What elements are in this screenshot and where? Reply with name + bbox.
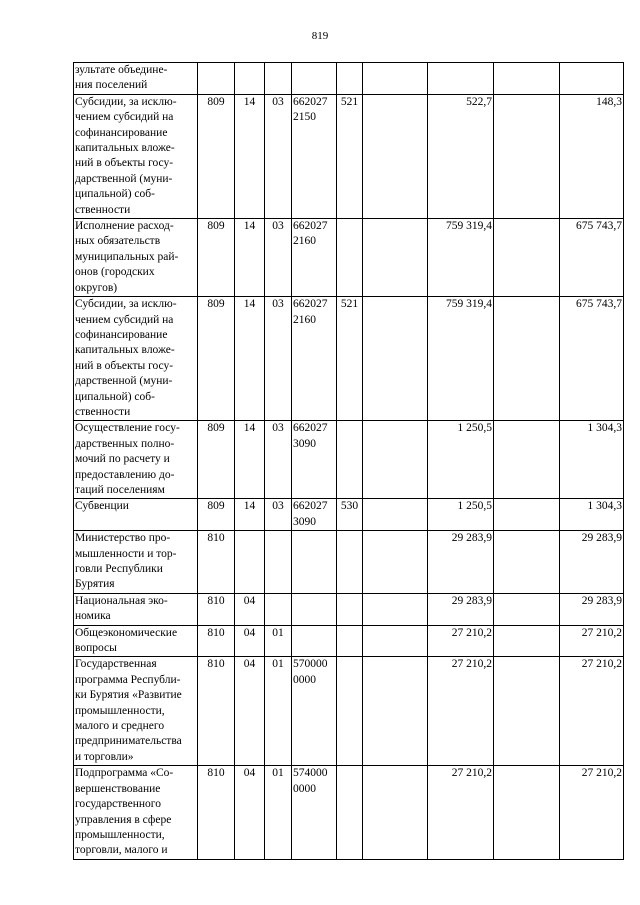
amount-year2-cell: 27 210,2 (560, 657, 624, 766)
empty-cell (363, 531, 428, 594)
amount-year1-cell (428, 63, 494, 95)
amount-year1-cell: 27 210,2 (428, 766, 494, 859)
table-row (74, 593, 624, 625)
empty-cell (363, 219, 428, 297)
section-code-cell: 14 (235, 297, 265, 421)
subsection-code-cell: 01 (265, 766, 292, 859)
ministry-code-cell: 810 (198, 766, 235, 859)
amount-year2-cell: 1 304,3 (560, 499, 624, 531)
target-article-cell: 570000 0000 (292, 657, 337, 766)
amount-year1-cell: 29 283,9 (428, 593, 494, 625)
row-name-cell: зультате объедине- ния поселений (74, 63, 198, 95)
row-name-cell: Исполнение расход- ных обязательств муниципальных рай- онов (городских округов) (74, 219, 198, 297)
target-article-cell: 662027 2160 (292, 219, 337, 297)
amount-year2-cell: 675 743,7 (560, 219, 624, 297)
table-row (74, 499, 624, 531)
target-article-cell (292, 625, 337, 657)
empty-cell (494, 297, 560, 421)
amount-year1-cell: 759 319,4 (428, 297, 494, 421)
table-row (74, 297, 624, 421)
ministry-code-cell: 810 (198, 625, 235, 657)
empty-cell (494, 421, 560, 499)
section-code-cell: 14 (235, 421, 265, 499)
amount-year2-cell: 675 743,7 (560, 297, 624, 421)
empty-cell (363, 499, 428, 531)
expense-type-cell (337, 219, 363, 297)
table-row (74, 94, 624, 218)
ministry-code-cell: 809 (198, 297, 235, 421)
amount-year2-cell: 148,3 (560, 94, 624, 218)
section-code-cell: 04 (235, 625, 265, 657)
subsection-code-cell: 03 (265, 421, 292, 499)
target-article-cell (292, 593, 337, 625)
amount-year1-cell: 27 210,2 (428, 625, 494, 657)
table-row (74, 625, 624, 657)
empty-cell (363, 297, 428, 421)
section-code-cell: 14 (235, 219, 265, 297)
amount-year1-cell: 29 283,9 (428, 531, 494, 594)
empty-cell (494, 766, 560, 859)
empty-cell (494, 657, 560, 766)
ministry-code-cell: 810 (198, 531, 235, 594)
amount-year2-cell: 27 210,2 (560, 766, 624, 859)
expense-type-cell (337, 766, 363, 859)
ministry-code-cell (198, 63, 235, 95)
target-article-cell: 662027 3090 (292, 499, 337, 531)
row-name-cell: Осуществление госу- дарственных полно- мочий по расчету и предоставлению до- таций поселениям (74, 421, 198, 499)
subsection-code-cell (265, 593, 292, 625)
empty-cell (494, 219, 560, 297)
table-row (74, 219, 624, 297)
table-row (74, 531, 624, 594)
expense-type-cell (337, 657, 363, 766)
row-name-cell: Подпрограмма «Со- вершенствование государственного управления в сфере промышленности, торговли, малого и (74, 766, 198, 859)
ministry-code-cell: 810 (198, 657, 235, 766)
section-code-cell (235, 63, 265, 95)
expense-type-cell (337, 593, 363, 625)
expense-type-cell: 521 (337, 297, 363, 421)
empty-cell (363, 94, 428, 218)
empty-cell (494, 63, 560, 95)
table-row (74, 766, 624, 859)
expense-type-cell: 521 (337, 94, 363, 218)
empty-cell (363, 593, 428, 625)
row-name-cell: Субсидии, за исклю- чением субсидий на софинансирование капитальных вложе- ний в объекты госу- дарственной (муни- ципальной) соб- ственности (74, 94, 198, 218)
subsection-code-cell (265, 531, 292, 594)
target-article-cell: 662027 2150 (292, 94, 337, 218)
table-row (74, 657, 624, 766)
section-code-cell: 04 (235, 657, 265, 766)
empty-cell (363, 657, 428, 766)
target-article-cell (292, 531, 337, 594)
row-name-cell: Общеэкономические вопросы (74, 625, 198, 657)
section-code-cell: 04 (235, 593, 265, 625)
empty-cell (494, 593, 560, 625)
section-code-cell: 04 (235, 766, 265, 859)
amount-year1-cell: 27 210,2 (428, 657, 494, 766)
empty-cell (494, 625, 560, 657)
subsection-code-cell: 01 (265, 657, 292, 766)
empty-cell (363, 625, 428, 657)
empty-cell (363, 63, 428, 95)
row-name-cell: Субвенции (74, 499, 198, 531)
amount-year1-cell: 1 250,5 (428, 421, 494, 499)
expense-type-cell (337, 421, 363, 499)
amount-year2-cell: 29 283,9 (560, 531, 624, 594)
expense-type-cell: 530 (337, 499, 363, 531)
subsection-code-cell: 03 (265, 94, 292, 218)
page-number: 819 (311, 30, 329, 42)
empty-cell (494, 531, 560, 594)
row-name-cell: Государственная программа Республи- ки Бурятия «Развитие промышленности, малого и среднего предпринимательства и торговли» (74, 657, 198, 766)
subsection-code-cell (265, 63, 292, 95)
subsection-code-cell: 03 (265, 499, 292, 531)
ministry-code-cell: 810 (198, 593, 235, 625)
amount-year1-cell: 522,7 (428, 94, 494, 218)
section-code-cell: 14 (235, 499, 265, 531)
target-article-cell: 574000 0000 (292, 766, 337, 859)
expense-type-cell (337, 625, 363, 657)
expense-type-cell (337, 531, 363, 594)
section-code-cell (235, 531, 265, 594)
table-row (74, 63, 624, 95)
budget-table (73, 62, 624, 860)
row-name-cell: Министерство про- мышленности и тор- говли Республики Бурятия (74, 531, 198, 594)
expense-type-cell (337, 63, 363, 95)
row-name-cell: Национальная эко- номика (74, 593, 198, 625)
amount-year2-cell (560, 63, 624, 95)
ministry-code-cell: 809 (198, 499, 235, 531)
subsection-code-cell: 03 (265, 219, 292, 297)
amount-year1-cell: 759 319,4 (428, 219, 494, 297)
target-article-cell: 662027 3090 (292, 421, 337, 499)
empty-cell (494, 94, 560, 218)
amount-year2-cell: 1 304,3 (560, 421, 624, 499)
target-article-cell (292, 63, 337, 95)
empty-cell (363, 766, 428, 859)
table-row (74, 421, 624, 499)
amount-year1-cell: 1 250,5 (428, 499, 494, 531)
subsection-code-cell: 03 (265, 297, 292, 421)
amount-year2-cell: 27 210,2 (560, 625, 624, 657)
target-article-cell: 662027 2160 (292, 297, 337, 421)
row-name-cell: Субсидии, за исклю- чением субсидий на софинансирование капитальных вложе- ний в объекты госу- дарственной (муни- ципальной) соб- ственности (74, 297, 198, 421)
empty-cell (494, 499, 560, 531)
subsection-code-cell: 01 (265, 625, 292, 657)
empty-cell (363, 421, 428, 499)
ministry-code-cell: 809 (198, 421, 235, 499)
amount-year2-cell: 29 283,9 (560, 593, 624, 625)
section-code-cell: 14 (235, 94, 265, 218)
ministry-code-cell: 809 (198, 219, 235, 297)
ministry-code-cell: 809 (198, 94, 235, 218)
